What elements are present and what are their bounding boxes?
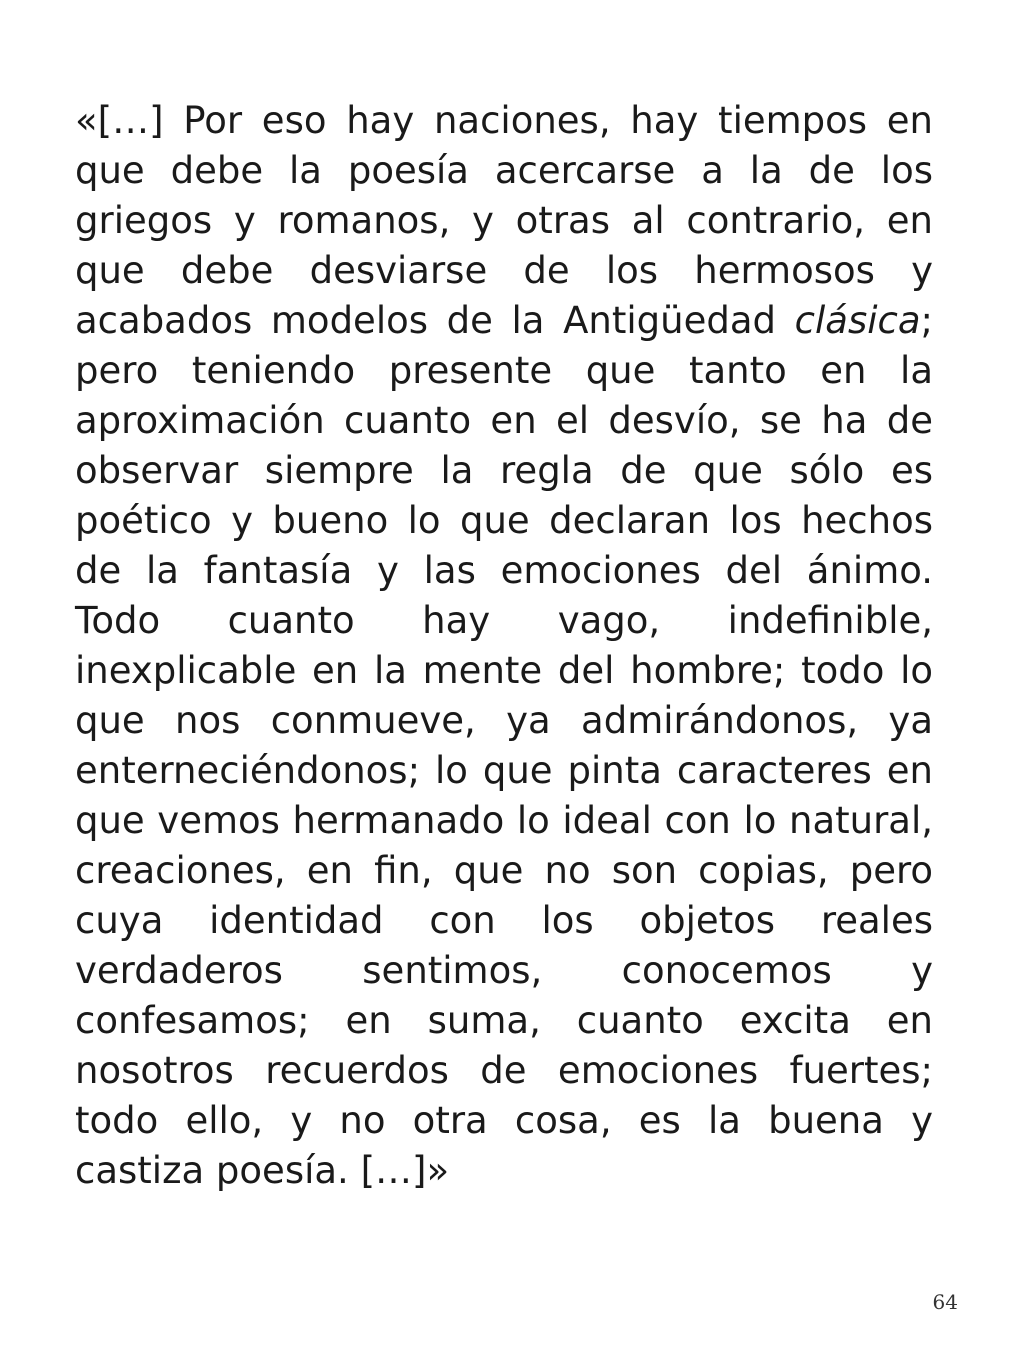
quote-text-part-1: «[…] Por eso hay naciones, hay tiempos en que debe la poesía acercarse a la de los griegos y romanos, y otras al contrario, en que debe desviarse de los hermosos y acabados modelos de la Antigüedad: [75, 99, 933, 342]
quote-text-part-2: ; pero teniendo presente que tanto en la aproximación cuanto en el desvío, se ha de observar siempre la regla de que sólo es poético y bueno lo que declaran los hechos de la fantasía y las emociones del ánimo. Todo cuanto hay vago, indefinible, inexplicable en la mente del hombre; todo lo que nos conmueve, ya admirándonos, ya enterneciéndonos; lo que pinta caracteres en que vemos hermanado lo ideal con lo natural, creaciones, en fin, que no son copias, pero cuya identidad con los objetos reales verdaderos sentimos, conocemos y confesamos; en suma, cuanto excita en nosotros recuerdos de emociones fuertes; todo ello, y no otra cosa, es la buena y castiza poesía. […]»: [75, 299, 933, 1192]
page-number: 64: [932, 1290, 958, 1314]
quote-emphasis: clásica: [794, 299, 921, 342]
quote-paragraph: [75, 96, 933, 1196]
